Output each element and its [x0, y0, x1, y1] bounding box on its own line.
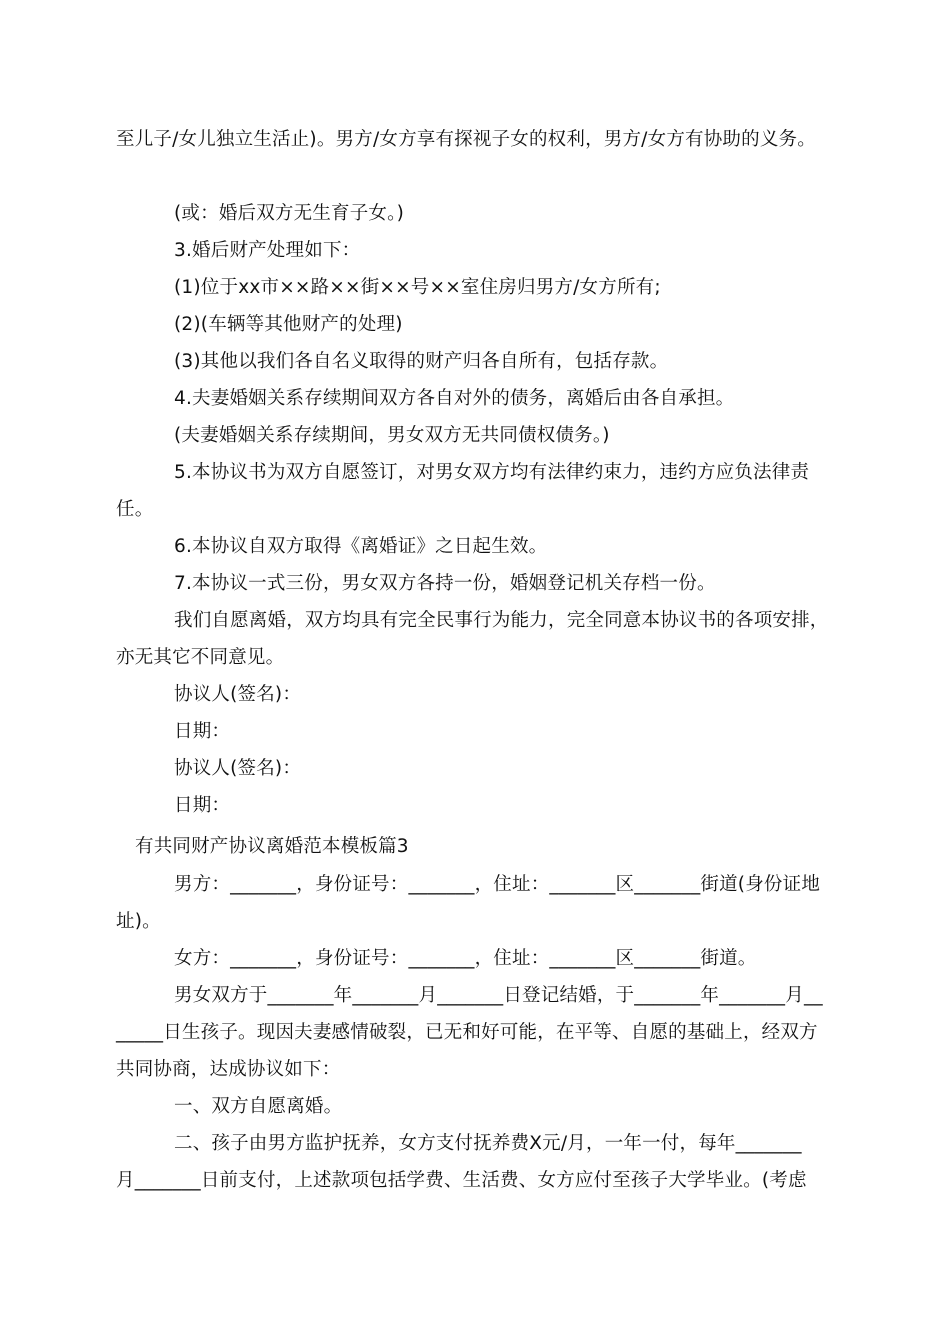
text-line: (或：婚后双方无生育子女。) — [174, 203, 404, 224]
text-line: 一、双方自愿离婚。 — [174, 1096, 343, 1117]
text-line: 男方：_______，身份证号：_______，住址：_______区_______街道(身份证地 — [174, 874, 821, 895]
text-line: (3)其他以我们各自名义取得的财产归各自所有，包括存款。 — [174, 351, 669, 372]
text-line: 我们自愿离婚，双方均具有完全民事行为能力，完全同意本协议书的各项安排， — [174, 610, 829, 631]
text-line: 协议人(签名)： — [174, 684, 302, 705]
text-line: 二、孩子由男方监护抚养，女方支付抚养费X元/月，一年一付，每年_______ — [174, 1133, 802, 1154]
text-line: 5.本协议书为双方自愿签订，对男女双方均有法律约束力，违约方应负法律责 — [174, 462, 810, 483]
text-line: 协议人(签名)： — [174, 758, 302, 779]
text-line: 女方：_______，身份证号：_______，住址：_______区_______街道。 — [174, 948, 757, 969]
text-line: (2)(车辆等其他财产的处理) — [174, 314, 403, 335]
text-line: (1)位于xx市××路××街××号××室住房归男方/女方所有; — [174, 277, 661, 298]
text-line: 7.本协议一式三份，男女双方各持一份，婚姻登记机关存档一份。 — [174, 573, 716, 594]
section-heading: 有共同财产协议离婚范本模板篇3 — [135, 836, 409, 857]
text-line: 6.本协议自双方取得《离婚证》之日起生效。 — [174, 536, 548, 557]
text-line: 亦无其它不同意见。 — [116, 647, 285, 668]
text-line: 3.婚后财产处理如下： — [174, 240, 361, 261]
text-line: 4.夫妻婚姻关系存续期间双方各自对外的债务，离婚后由各自承担。 — [174, 388, 735, 409]
text-line: 男女双方于_______年_______月_______日登记结婚，于_______年_______月__ — [174, 985, 823, 1006]
text-line: _____日生孩子。现因夫妻感情破裂，已无和好可能，在平等、自愿的基础上，经双方 — [116, 1022, 818, 1043]
text-line: (夫妻婚姻关系存续期间，男女双方无共同债权债务。) — [174, 425, 610, 446]
text-line: 月_______日前支付，上述款项包括学费、生活费、女方应付至孩子大学毕业。(考虑 — [116, 1170, 807, 1191]
text-line: 日期： — [174, 721, 231, 742]
text-line: 共同协商，达成协议如下： — [116, 1059, 341, 1080]
text-line: 任。 — [116, 499, 154, 520]
text-line: 日期： — [174, 795, 231, 816]
text-line: 址)。 — [116, 911, 161, 932]
text-line: 至儿子/女儿独立生活止)。男方/女方享有探视子女的权利，男方/女方有协助的义务。 — [116, 129, 816, 150]
